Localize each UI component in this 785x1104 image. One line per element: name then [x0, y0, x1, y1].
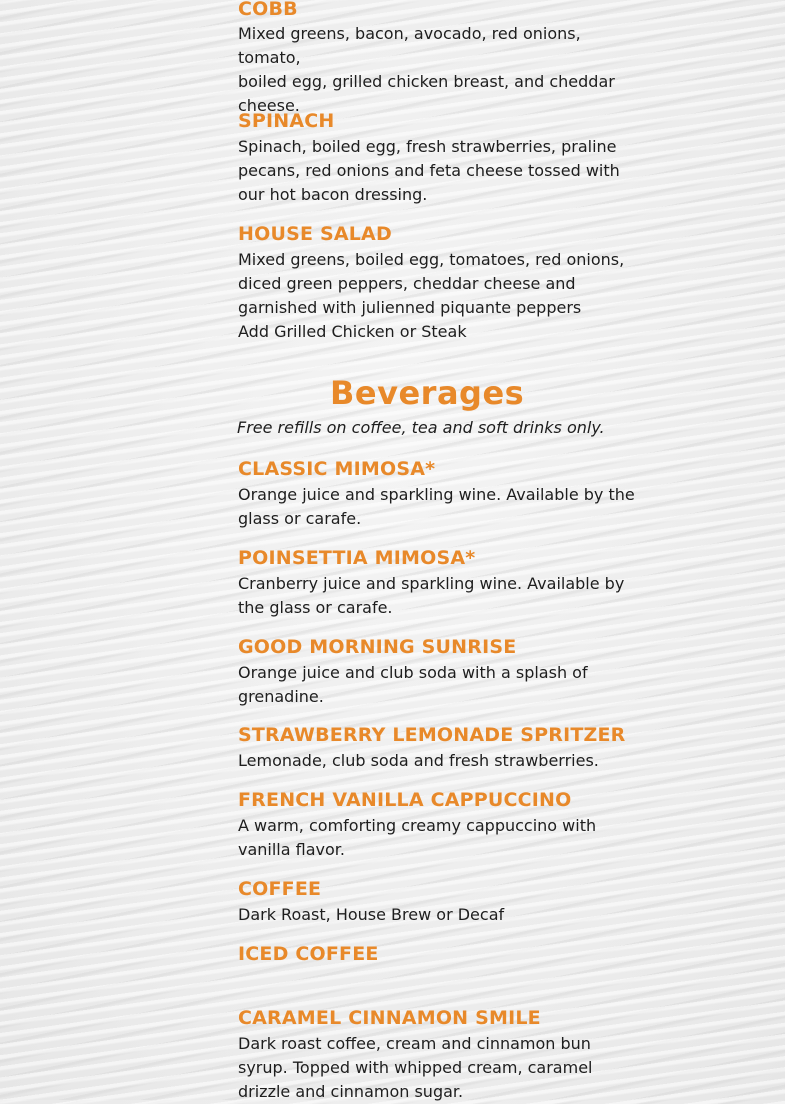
desc-line: Cranberry juice and sparkling wine. Available by: [238, 574, 625, 593]
item-description: [238, 572, 624, 620]
item-description: [238, 483, 635, 531]
item-description: [238, 22, 638, 118]
desc-line: Dark roast coffee, cream and cinnamon bun: [238, 1034, 591, 1053]
menu-item-french-vanilla-cappuccino: [238, 788, 572, 812]
item-description: [238, 248, 624, 344]
desc-line: Add Grilled Chicken or Steak: [238, 322, 467, 341]
menu-item-strawberry-lemonade-spritzer: [238, 723, 626, 747]
desc-line: Orange juice and sparkling wine. Available by the: [238, 485, 635, 504]
desc-line: vanilla flavor.: [238, 840, 345, 859]
item-title: CLASSIC MIMOSA*: [238, 458, 436, 480]
desc-line: Orange juice and club soda with a splash of: [238, 663, 588, 682]
item-description: [238, 661, 588, 709]
item-title: CARAMEL CINNAMON SMILE: [238, 1007, 541, 1029]
desc-line: garnished with julienned piquante peppers: [238, 298, 582, 317]
desc-line: A warm, comforting creamy cappuccino with: [238, 816, 597, 835]
item-title: COBB: [238, 0, 298, 20]
desc-line: Lemonade, club soda and fresh strawberries.: [238, 751, 599, 770]
section-title-beverages: Beverages: [330, 374, 525, 412]
desc-line: boiled egg, grilled chicken breast, and cheddar: [238, 72, 615, 91]
item-description: [238, 903, 504, 927]
item-title: FRENCH VANILLA CAPPUCCINO: [238, 789, 572, 811]
desc-line: Dark Roast, House Brew or Decaf: [238, 905, 505, 924]
item-title: SPINACH: [238, 110, 335, 132]
item-title: COFFEE: [238, 878, 322, 900]
desc-line: Mixed greens, bacon, avocado, red onions, tomato,: [238, 24, 581, 67]
section-note: Free refills on coffee, tea and soft drinks only.: [237, 418, 605, 437]
desc-line: glass or carafe.: [238, 509, 362, 528]
menu-item-good-morning-sunrise: [238, 635, 516, 659]
menu-item-spinach: [238, 109, 335, 133]
item-description: [238, 1032, 592, 1104]
item-description: [238, 814, 596, 862]
item-title: POINSETTIA MIMOSA*: [238, 547, 476, 569]
desc-line: drizzle and cinnamon sugar.: [238, 1082, 464, 1101]
item-title: STRAWBERRY LEMONADE SPRITZER: [238, 724, 626, 746]
item-title: HOUSE SALAD: [238, 223, 392, 245]
desc-line: pecans, red onions and feta cheese tossed with: [238, 161, 620, 180]
menu-item-classic-mimosa: [238, 457, 435, 481]
menu-item-caramel-cinnamon-smile: [238, 1006, 541, 1030]
item-title: ICED COFFEE: [238, 943, 379, 965]
item-description: [238, 135, 620, 207]
item-description: [238, 749, 599, 773]
desc-line: grenadine.: [238, 687, 324, 706]
desc-line: cheese.: [238, 96, 300, 115]
menu-item-cobb: [238, 0, 298, 21]
menu-item-coffee: [238, 877, 321, 901]
desc-line: syrup. Topped with whipped cream, caramel: [238, 1058, 593, 1077]
menu-item-poinsettia-mimosa: [238, 546, 475, 570]
desc-line: Spinach, boiled egg, fresh strawberries, praline: [238, 137, 617, 156]
desc-line: Mixed greens, boiled egg, tomatoes, red onions,: [238, 250, 625, 269]
desc-line: our hot bacon dressing.: [238, 185, 428, 204]
desc-line: diced green peppers, cheddar cheese and: [238, 274, 576, 293]
menu-item-house-salad: [238, 222, 392, 246]
item-title: GOOD MORNING SUNRISE: [238, 636, 517, 658]
menu-item-iced-coffee: [238, 942, 379, 966]
desc-line: the glass or carafe.: [238, 598, 393, 617]
